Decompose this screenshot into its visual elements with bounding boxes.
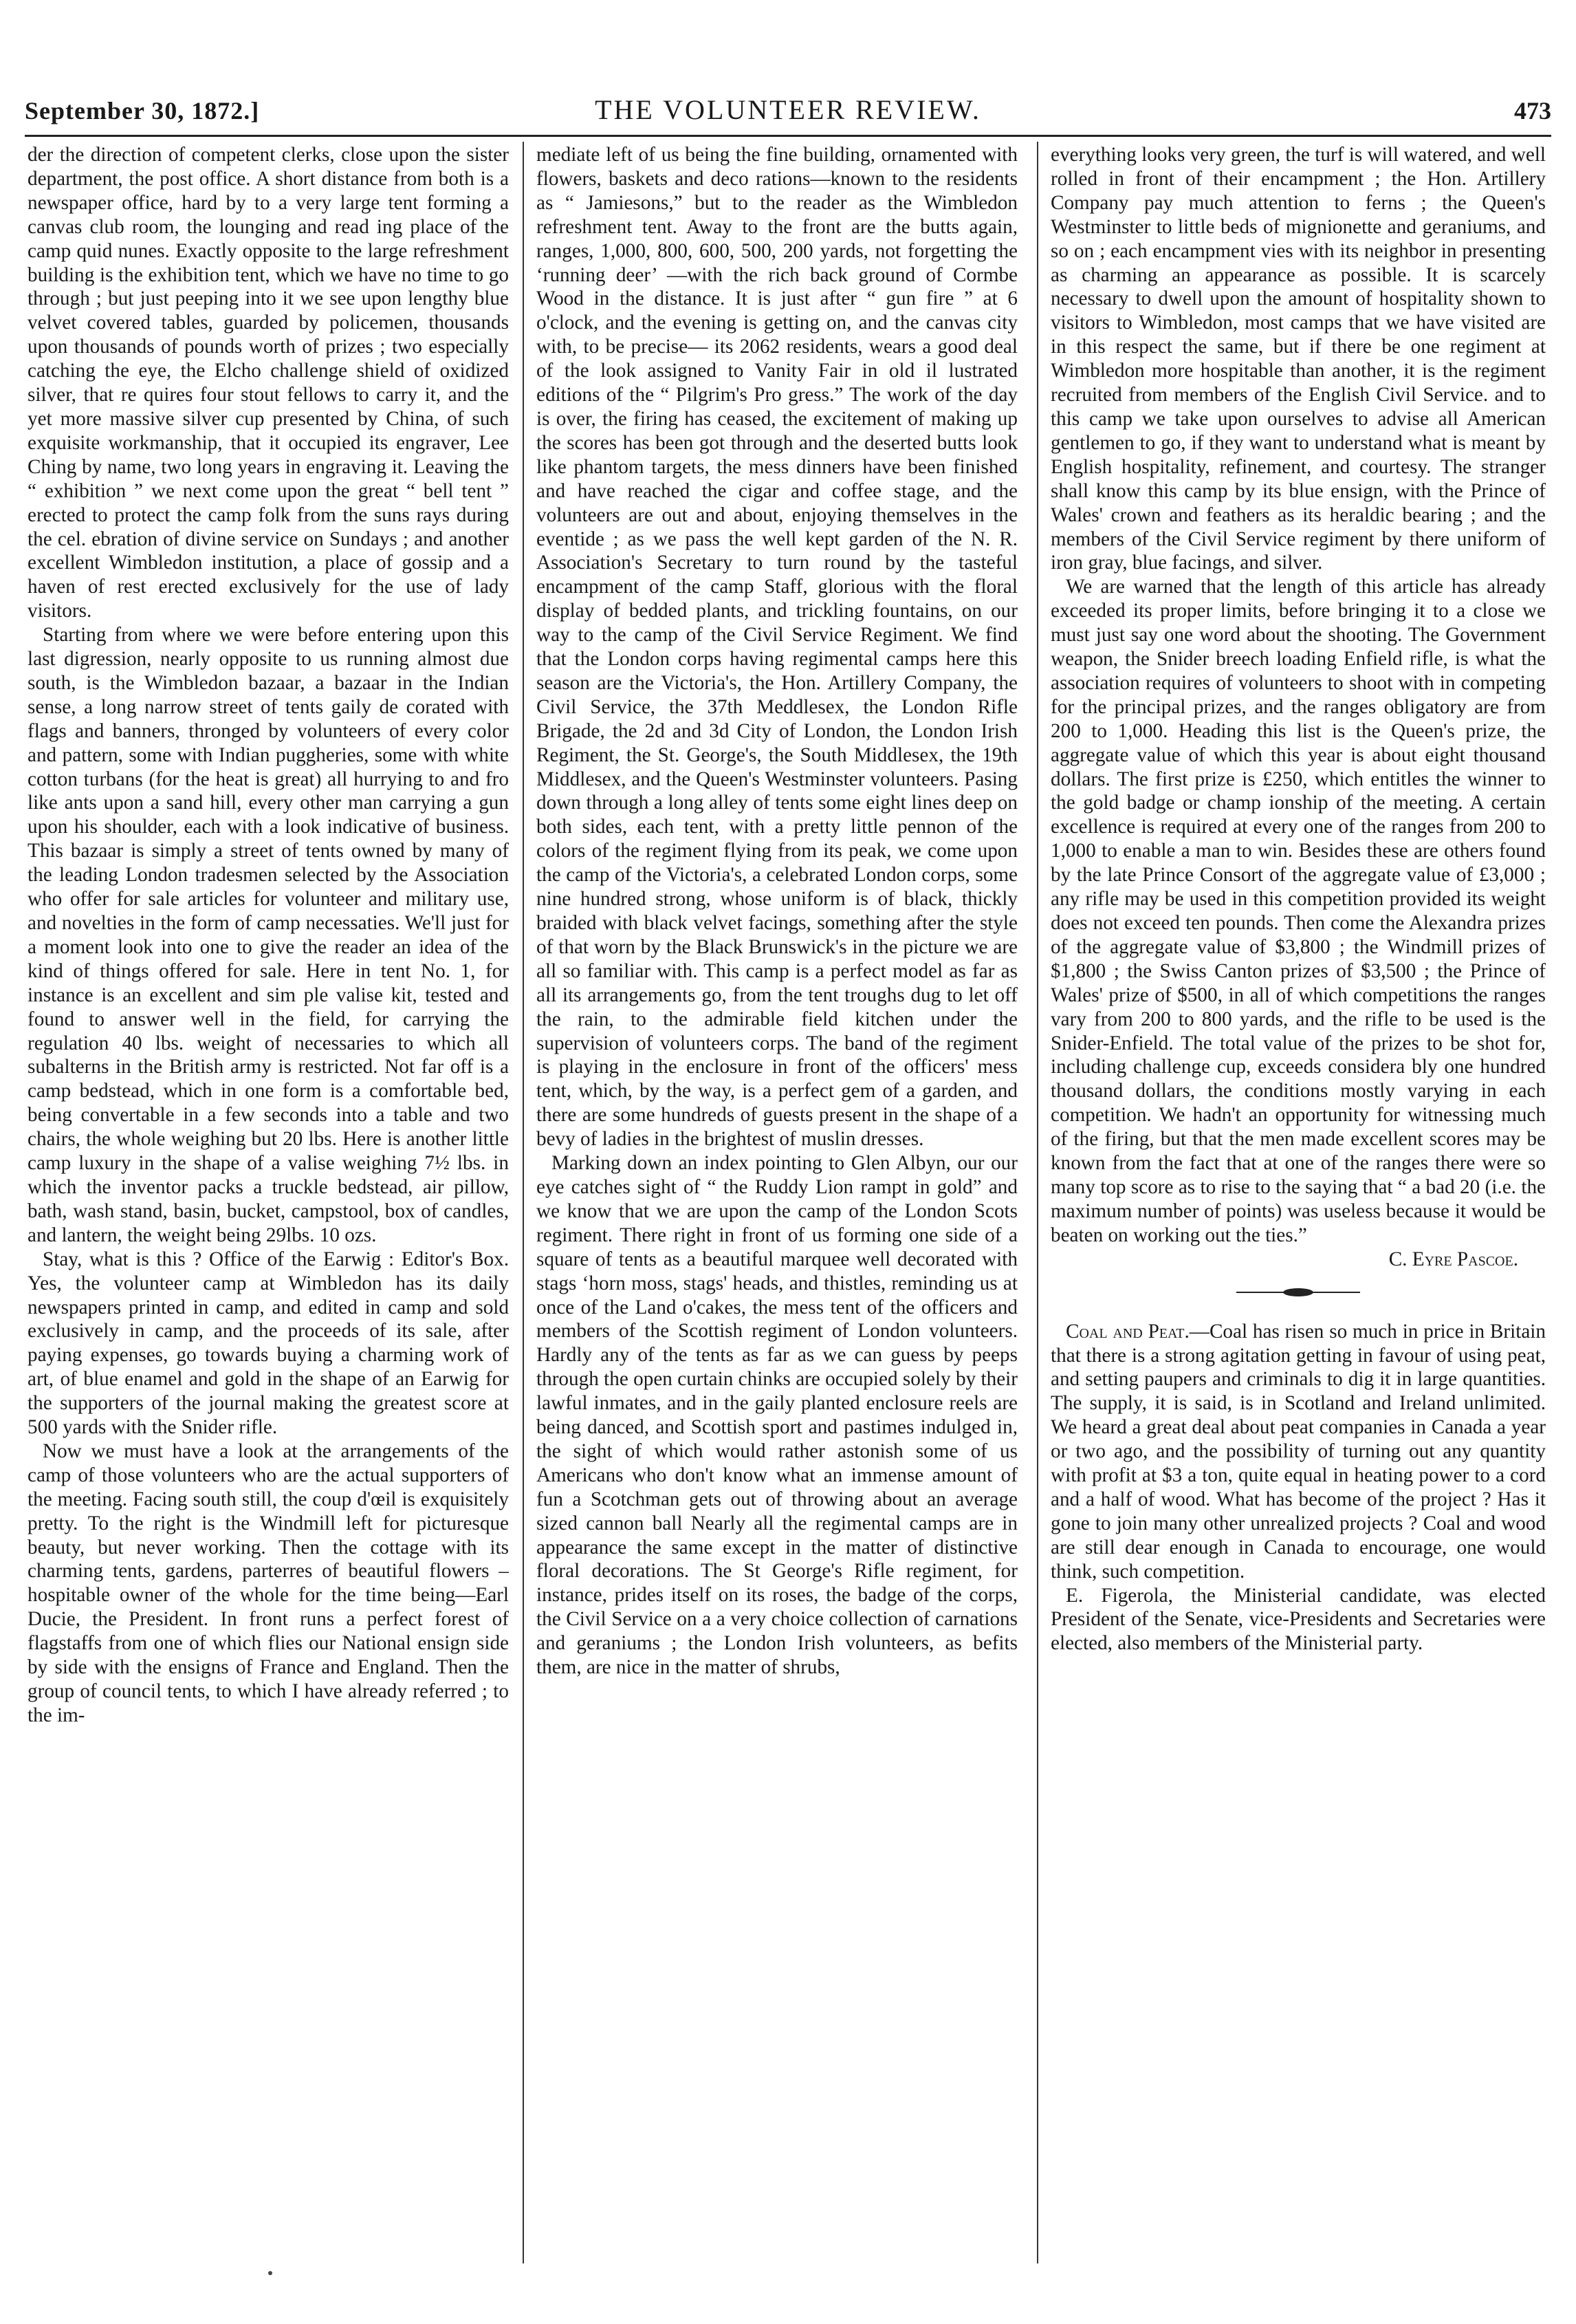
paragraph: mediate left of us being the fine building, ornamented with flowers, baskets and deco rations—known to the residents as “ Jamiesons,” but to the reader as the Wimbledon refreshment tent. Away to the front are the butts again, ranges, 1,000, 800, 600, 500, 200 yards, not forgetting the ‘running deer’ —with the rich back ground of Cormbe Wood in the distance. It is just after “ gun fire ” at 6 o'clock, and the evening is getting on, and the canvas city with, to be precise— its 2062 residents, wears a good deal of the look assigned to Vanity Fair in old il lustrated editions of the “ Pilgrim's Pro gress.” The work of the day is over, the firing has ceased, the excitement of making up the scores has been got through and the deserted butts look like phantom targets, the mess dinners have been finished and have reached the cigar and coffee stage, and the volunteers are out and about, enjoying themselves in the eventide ; as we pass the well kept garden of the N. R. Association's Secretary to turn round by the tasteful encampment of the camp Staff, glorious with the floral display of bedded plants, and trickling fountains, on our way to the camp of the Civil Service Regiment. We find that the London corps having regimental camps here this season are the Victoria's, the Hon. Artillery Company, the Civil Service, the 37th Meddlesex, the London Rifle Brigade, the 2d and 3d City of London, the London Irish Regiment, the St. George's, the South Middlesex, the 19th Middlesex, and the Queen's Westminster volunteers. Pasing down through a long alley of tents some eight lines deep on both sides, each tent, with a pretty little pennon of the colors of the regiment flying from its peak, we come upon the camp of the Victoria's, a celebrated London corps, some nine hundred strong, whose uniform is of black, thickly braided with black velvet facings, something after the style of that worn by the Black Brunswick's in the picture we are all so familiar with. This camp is a perfect model as far as all its arrangements go, from the tent troughs dug to let off the rain, to the admirable field kitchen under the supervision of volunteers corps. The band of the regiment is playing in the enclosure in front of the officers' mess tent, which, by the way, is a perfect gem of a garden, and there are some hundreds of guests present in the shape of a bevy of ladies in the brightest of muslin dresses. <box>536 144 1018 1151</box>
running-head <box>25 94 1551 135</box>
paragraph: Now we must have a look at the arrangements of the camp of those volunteers who are the actual supporters of the meeting. Facing south still, the coup d'œil is exquisitely pretty. To the right is the Windmill left for picturesque beauty, but never working. Then the cottage with its charming tents, gardens, parterres of beautiful flowers – hospitable owner of the whole for the time being—Earl Ducie, the President. In front runs a perfect forest of flagstaffs from one of which flies our National ensign side by side with the ensigns of France and England. Then the group of council tents, to which I have already referred ; to the im- <box>28 1440 509 1726</box>
column-divider <box>1037 142 1038 2263</box>
paragraph: Starting from where we were before entering upon this last digression, nearly opposite to us running almost due south, is the Wimbledon bazaar, a bazaar in the Indian sense, a long narrow street of tents gaily de corated with flags and banners, thronged by volunteers of every color and pattern, some with Indian puggheries, some with white cotton turbans (for the heat is great) all hurrying to and fro like ants upon a sand hill, every other man carrying a gun upon his shoulder, each with a look indicative of business. This bazaar is simply a street of tents owned by many of the leading London tradesmen selected by the Association who offer for sale articles for volunteer and military use, and novelties in the form of camp necessaties. We'll just for a moment look into one to give the reader an idea of the kind of things offered for sale. Here in tent No. 1, for instance is an excellent and sim ple valise kit, tested and found to answer well in the field, for carrying the regulation 40 lbs. weight of necessaries to which all subalterns in the British army is restricted. Not far off is a camp bedstead, which in one form is a comfortable bed, being convertable in a few seconds into a table and two chairs, the whole weighing but 20 lbs. Here is another little camp luxury in the shape of a valise weighing 7½ lbs. in which the inventor packs a truckle bedstead, air pillow, bath, wash stand, basin, bucket, campstool, box of candles, and lantern, the weight being 29lbs. 10 ozs. <box>28 624 509 1246</box>
column-left <box>28 143 509 2268</box>
figerola-item: E. Figerola, the Ministerial candidate, was elected President of the Senate, vice-Presidents and Secretaries were elected, also members of the Ministerial party. <box>1051 1584 1546 1655</box>
page-number: 473 <box>1514 97 1551 124</box>
header-rule <box>25 135 1551 137</box>
paragraph: der the direction of competent clerks, close upon the sister department, the post office. A short distance from both is a newspaper office, hard by to a very large tent forming a canvas club room, the lounging and read ing place of the camp quid nunes. Exactly opposite to the large refreshment building is the exhibition tent, which we have no time to go through ; but just peeping into it we see upon lengthy blue velvet covered tables, guarded by policemen, thousands upon thousands of pounds worth of prizes ; two especially catching the eye, the Elcho challenge shield of oxidized silver, that re quires four stout fellows to carry it, and the yet more massive silver cup presented by China, of such exquisite workmanship, that it occupied its engraver, Lee Ching by name, two long years in engraving it. Leaving the “ exhibition ” we next come upon the great “ bell tent ” erected to protect the camp folk from the suns rays during the cel. ebration of divine service on Sundays ; and another excellent Wimbledon institution, a place of gossip and a haven of rest erected exclusively for the use of lady visitors. <box>28 144 509 622</box>
column-divider <box>523 142 524 2263</box>
paragraph: Stay, what is this ? Office of the Earwig : Editor's Box. Yes, the volunteer camp at Wimbledon has its daily newspapers printed in camp, and edited in camp and sold exclusively in camp, and the proceeds of its sale, after paying expenses, go towards buying a charming work of art, of blue enamel and gold in the shape of an Earwig for the supporters of the journal making the greatest score at 500 yards with the Snider rifle. <box>28 1248 509 1439</box>
author-signature: C. Eyre Pascoe. <box>1388 1248 1518 1270</box>
column-middle <box>536 143 1018 2268</box>
print-speck <box>268 2271 272 2275</box>
coal-and-peat-item <box>1051 1320 1546 1584</box>
column-right <box>1051 143 1546 2268</box>
paragraph: Marking down an index pointing to Glen Albyn, our our eye catches sight of “ the Ruddy Lion rampt in gold” and we know that we are upon the camp of the London Scots regiment. There right in front of us forming one side of a square of tents as a beautiful marquee well decorated with stags ‘horn moss, stags' heads, and thistles, reminding us at once of the Land o'cakes, the mess tent of the officers and members of the Scottish regiment of London volunteers. Hardly any of the tents as far as we can guess by peeps through the open curtain chinks are occupied solely by their lawful inmates, and in the gaily planted enclosure reels are being danced, and Scottish sport and pastimes indulged in, the sight of which would rather astonish some of us Americans who don't know what an immense amount of fun a Scotchman gets out of throwing about an average sized cannon ball Nearly all the regimental camps are in appearance the same except in the matter of distinctive floral decorations. The St George's Rifle regiment, for instance, prides itself on its roses, the badge of the corps, the Civil Service on a a very choice collection of carnations and geraniums ; the London Irish volunteers, as befits them, are nice in the matter of shrubs, <box>536 1152 1018 1679</box>
coal-and-peat-heading: Coal and Peat.— <box>1066 1320 1210 1343</box>
issue-date: September 30, 1872.] <box>25 97 260 124</box>
coal-and-peat-text: Coal has risen so much in price in Britain that there is a strong agitation getting in favour of using peat, and setting paupers and criminals to dig it in large quantities. The supply, it is said, is in Scotland and Ireland unlimited. We heard a great deal about peat companies in Canada a year or two ago, and the possibility of turning out any quantity with profit at $3 a ton, quite equal in heating power to a cord and a half of wood. What has become of the project ? Has it gone to join many other unrealized projects ? Coal and wood are still dear enough in Canada to encourage, one would think, such competition. <box>1051 1320 1546 1583</box>
journal-title: THE VOLUNTEER REVIEW. <box>595 94 981 125</box>
section-ornament <box>1229 1285 1367 1299</box>
paragraph: everything looks very green, the turf is will watered, and well rolled in front of their encampment ; the Hon. Artillery Company pay much attention to ferns ; the Queen's Westminster to little beds of mignionette and geraniums, and so on ; each encampment vies with its neighbor in presenting as charming an appearance as possible. It is scarcely necessary to dwell upon the amount of hospitality shown to visitors to Wimbledon, most camps that we have visited are in this respect the same, but if there be one regiment at Wimbledon more hospitable than another, it is the regiment recruited from members of the English Civil Service. and to this camp we take upon ourselves to advise all American gentlemen to go, if they want to understand what is meant by English hospitality, refinement, and courtesy. The stranger shall know this camp by its blue ensign, with the Prince of Wales' crown and feathers as its heraldic bearing ; and the members of the Civil Service regiment by there uniform of iron gray, blue facings, and silver. <box>1051 144 1546 574</box>
paragraph: We are warned that the length of this article has already exceeded its proper limits, before bringing it to a close we must just say one word about the shooting. The Government weapon, the Snider breech loading Enfield rifle, is what the association requires of volunteers to shoot with in competing for the principal prizes, and the ranges obligatory are from 200 to 1,000. Heading this list is the Queen's prize, the aggregate value of which this year is about eight thousand dollars. The first prize is £250, which entitles the winner to the gold badge or champ ionship of the meeting. A certain excellence is required at every one of the ranges from 200 to 1,000 to enable a man to win. Besides these are others found by the late Prince Consort of the aggregate value of £3,000 ; any rifle may be used in this competition provided its weight does not exceed ten pounds. Then come the Alexandra prizes of the aggregate value of $3,800 ; the Windmill prizes of $1,800 ; the Swiss Canton prizes of $3,500 ; the Prince of Wales' prize of $500, in all of which competitions the ranges vary from 200 to 800 yards, and the rifle to be used is the Snider-Enfield. The total value of the prizes to be shot for, including challenge cup, exceeds considera bly one hundred thousand dollars, the conditions mostly varying in each competition. We hadn't an opportunity for witnessing much of the firing, but that the men made excellent scores may be known from the fact that at one of the ranges there were so many top score as to rise to the saying that “ a bad 20 (i.e. the maximum number of points) was useless because it would be beaten on working out the ties.” <box>1051 576 1546 1246</box>
